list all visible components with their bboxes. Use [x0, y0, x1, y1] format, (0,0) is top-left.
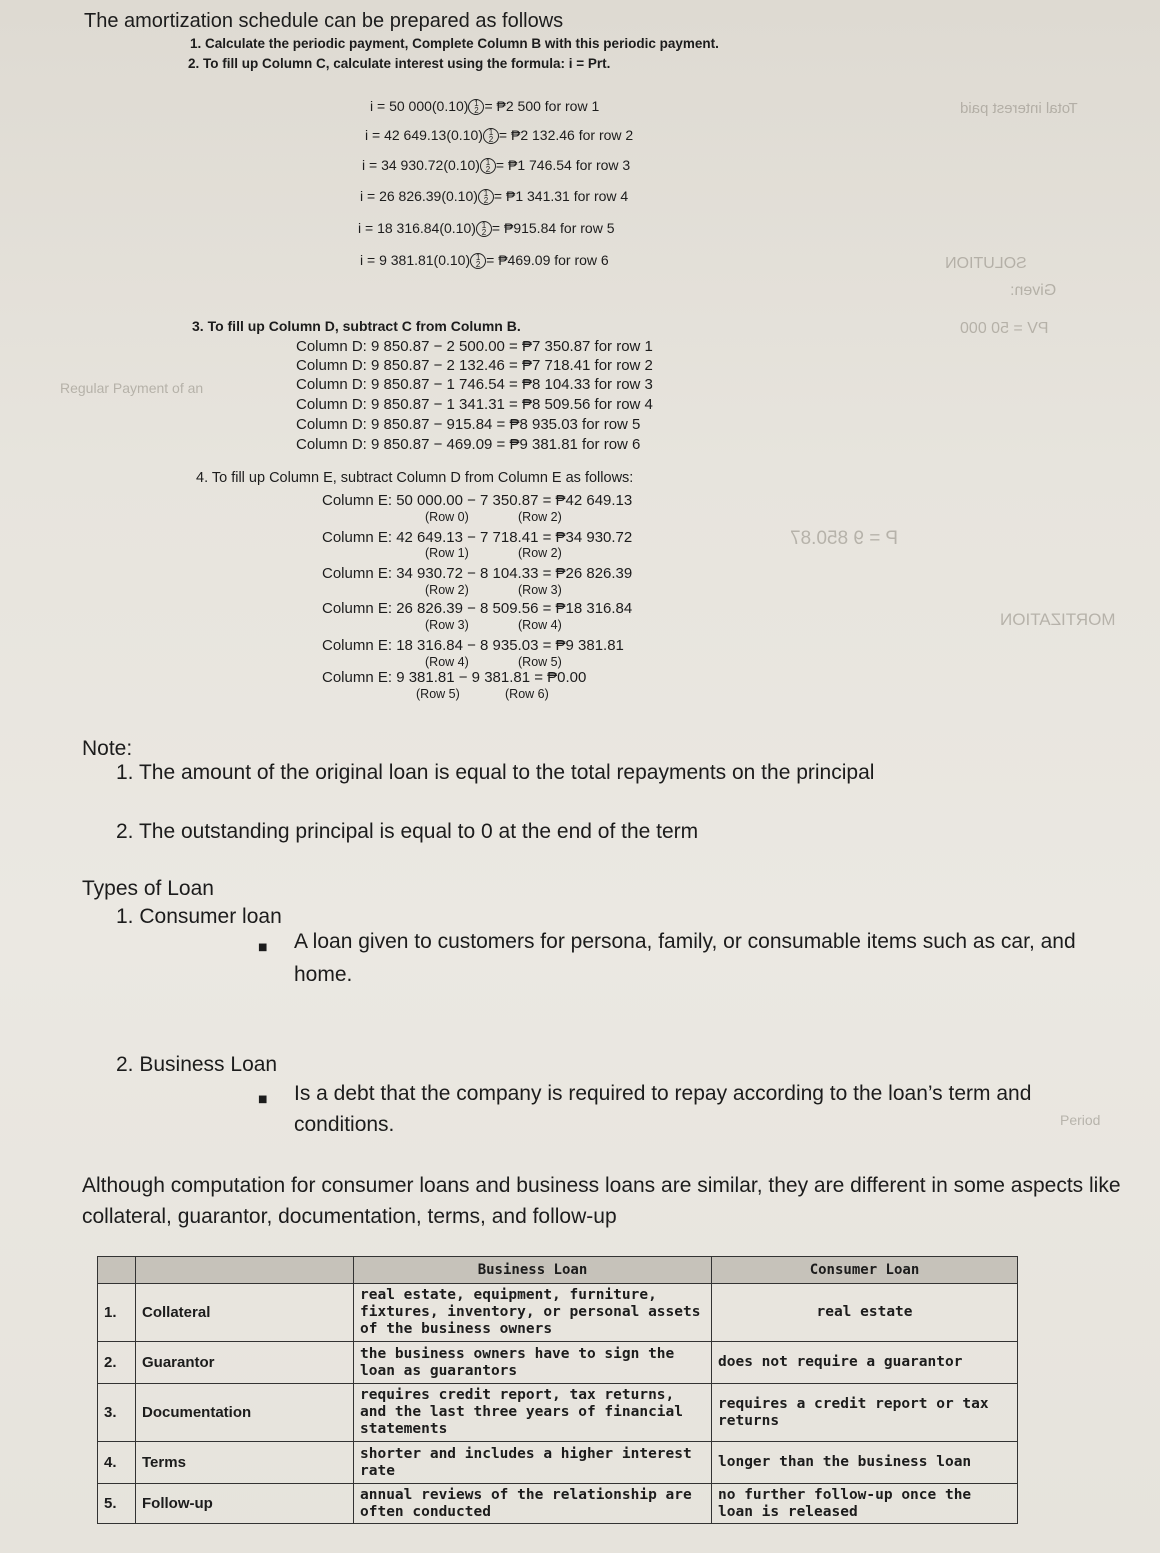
- types-heading: Types of Loan: [82, 877, 214, 900]
- column-d-line: Column D: 9 850.87 − 915.84 = ₱8 935.03 for row 5: [296, 416, 641, 433]
- row-ref: (Row 3): [425, 618, 469, 632]
- interest-row: i = 34 930.72(0.10) 1 2 = ₱1 746.54 for row 3: [362, 157, 631, 175]
- business-loan-label: 2. Business Loan: [116, 1053, 278, 1076]
- bleed-text: Given:: [1010, 282, 1057, 299]
- column-d-line: Column D: 9 850.87 − 1 341.31 = ₱8 509.56 for row 4: [296, 396, 653, 413]
- fraction-icon: 1 2: [480, 158, 496, 174]
- fraction-icon: 1 2: [476, 221, 492, 237]
- step-4: 4. To fill up Column E, subtract Column D from Column E as follows:: [196, 470, 634, 486]
- consumer-cell: does not require a guarantor: [712, 1342, 1018, 1384]
- consumer-cell: longer than the business loan: [712, 1442, 1018, 1484]
- business-cell: the business owners have to sign the loan as guarantors: [354, 1342, 712, 1384]
- step-1: 1. Calculate the periodic payment, Complete Column B with this periodic payment.: [190, 36, 719, 51]
- row-label: Follow-up: [136, 1484, 354, 1524]
- row-number: 3.: [98, 1384, 136, 1442]
- consumer-loan-desc: home.: [294, 963, 353, 986]
- column-e-line: Column E: 42 649.13 − 7 718.41 = ₱34 930.72: [322, 529, 633, 546]
- column-e-line: Column E: 50 000.00 − 7 350.87 = ₱42 649.13: [322, 492, 633, 509]
- note-item: 1. The amount of the original loan is equal to the total repayments on the principal: [116, 761, 875, 784]
- column-e-line: Column E: 9 381.81 − 9 381.81 = ₱0.00: [322, 669, 587, 686]
- business-loan-desc: conditions.: [294, 1113, 395, 1136]
- fraction-icon: 1 2: [483, 128, 499, 144]
- row-number: 4.: [98, 1442, 136, 1484]
- row-number: 1.: [98, 1284, 136, 1342]
- fraction-icon: 1 2: [478, 189, 494, 205]
- table-row: [98, 1442, 1018, 1484]
- row-ref: (Row 5): [518, 655, 562, 669]
- row-number: 2.: [98, 1342, 136, 1384]
- note-item: 2. The outstanding principal is equal to 0 at the end of the term: [116, 820, 699, 843]
- row-label: Collateral: [136, 1284, 354, 1342]
- note-heading: Note:: [82, 737, 133, 760]
- step-3: 3. To fill up Column D, subtract C from Column B.: [192, 318, 521, 334]
- bleed-text: MORTIZATION: [1000, 610, 1116, 629]
- bleed-text: Total interest paid: [960, 100, 1078, 117]
- row-ref: (Row 3): [518, 583, 562, 597]
- comparison-text: collateral, guarantor, documentation, terms, and follow-up: [82, 1205, 617, 1228]
- consumer-loan-label: 1. Consumer loan: [116, 905, 282, 928]
- row-ref: (Row 5): [416, 687, 460, 701]
- column-d-line: Column D: 9 850.87 − 469.09 = ₱9 381.81 for row 6: [296, 436, 641, 453]
- step-2: 2. To fill up Column C, calculate interest using the formula: i = Prt.: [188, 56, 611, 71]
- fraction-icon: 1 2: [470, 253, 486, 269]
- table-row: [98, 1284, 1018, 1342]
- page-title: The amortization schedule can be prepared as follows: [84, 10, 564, 32]
- bleed-text: SOLUTION: [945, 255, 1027, 272]
- business-loan-desc: Is a debt that the company is required to repay according to the loan’s term and: [294, 1082, 1032, 1105]
- table-header-business: Business Loan: [354, 1257, 712, 1284]
- interest-row: i = 9 381.81(0.10) 1 2 = ₱469.09 for row 6: [360, 252, 609, 270]
- table-header-cell: [98, 1257, 136, 1284]
- table-row: [98, 1384, 1018, 1442]
- consumer-cell: real estate: [712, 1284, 1018, 1342]
- table-header-cell: [136, 1257, 354, 1284]
- interest-row: i = 18 316.84(0.10) 1 2 = ₱915.84 for row 5: [358, 220, 615, 238]
- consumer-cell: no further follow-up once the loan is released: [712, 1484, 1018, 1524]
- row-ref: (Row 1): [425, 546, 469, 560]
- row-ref: (Row 2): [425, 583, 469, 597]
- column-d-line: Column D: 9 850.87 − 1 746.54 = ₱8 104.33 for row 3: [296, 376, 653, 393]
- consumer-cell: requires a credit report or tax returns: [712, 1384, 1018, 1442]
- row-ref: (Row 0): [425, 510, 469, 524]
- consumer-loan-desc: A loan given to customers for persona, family, or consumable items such as car, and: [294, 930, 1076, 953]
- business-cell: real estate, equipment, furniture, fixtures, inventory, or personal assets of the business owners: [354, 1284, 712, 1342]
- loan-comparison-table: [97, 1256, 1018, 1524]
- bullet-icon: ■: [258, 1094, 268, 1105]
- row-number: 5.: [98, 1484, 136, 1524]
- column-d-line: Column D: 9 850.87 − 2 500.00 = ₱7 350.87 for row 1: [296, 338, 653, 355]
- table-row: [98, 1342, 1018, 1384]
- business-cell: shorter and includes a higher interest rate: [354, 1442, 712, 1484]
- bleed-text: PV = 50 000: [960, 320, 1049, 337]
- table-row: [98, 1484, 1018, 1524]
- column-d-line: Column D: 9 850.87 − 2 132.46 = ₱7 718.41 for row 2: [296, 357, 653, 374]
- row-ref: (Row 2): [518, 510, 562, 524]
- column-e-line: Column E: 34 930.72 − 8 104.33 = ₱26 826.39: [322, 565, 633, 582]
- comparison-text: Although computation for consumer loans and business loans are similar, they are different in some aspects like: [82, 1174, 1121, 1197]
- business-cell: annual reviews of the relationship are often conducted: [354, 1484, 712, 1524]
- row-ref: (Row 2): [518, 546, 562, 560]
- column-e-line: Column E: 18 316.84 − 8 935.03 = ₱9 381.81: [322, 637, 624, 654]
- bleed-text: Period: [1060, 1112, 1101, 1128]
- row-label: Guarantor: [136, 1342, 354, 1384]
- business-cell: requires credit report, tax returns, and the last three years of financial statements: [354, 1384, 712, 1442]
- bleed-text: Regular Payment of an: [60, 380, 204, 396]
- table-header-consumer: Consumer Loan: [712, 1257, 1018, 1284]
- row-ref: (Row 4): [518, 618, 562, 632]
- row-ref: (Row 4): [425, 655, 469, 669]
- column-e-line: Column E: 26 826.39 − 8 509.56 = ₱18 316.84: [322, 600, 633, 617]
- interest-row: i = 50 000(0.10) 1 2 = ₱2 500 for row 1: [370, 98, 600, 116]
- bullet-icon: ■: [258, 942, 268, 953]
- row-label: Documentation: [136, 1384, 354, 1442]
- interest-row: i = 42 649.13(0.10) 1 2 = ₱2 132.46 for row 2: [365, 127, 634, 145]
- fraction-icon: 1 2: [468, 99, 484, 115]
- interest-row: i = 26 826.39(0.10) 1 2 = ₱1 341.31 for row 4: [360, 188, 629, 206]
- row-label: Terms: [136, 1442, 354, 1484]
- table-header-row: [98, 1257, 1018, 1284]
- row-ref: (Row 6): [505, 687, 549, 701]
- bleed-text: P = 9 850.87: [790, 528, 898, 549]
